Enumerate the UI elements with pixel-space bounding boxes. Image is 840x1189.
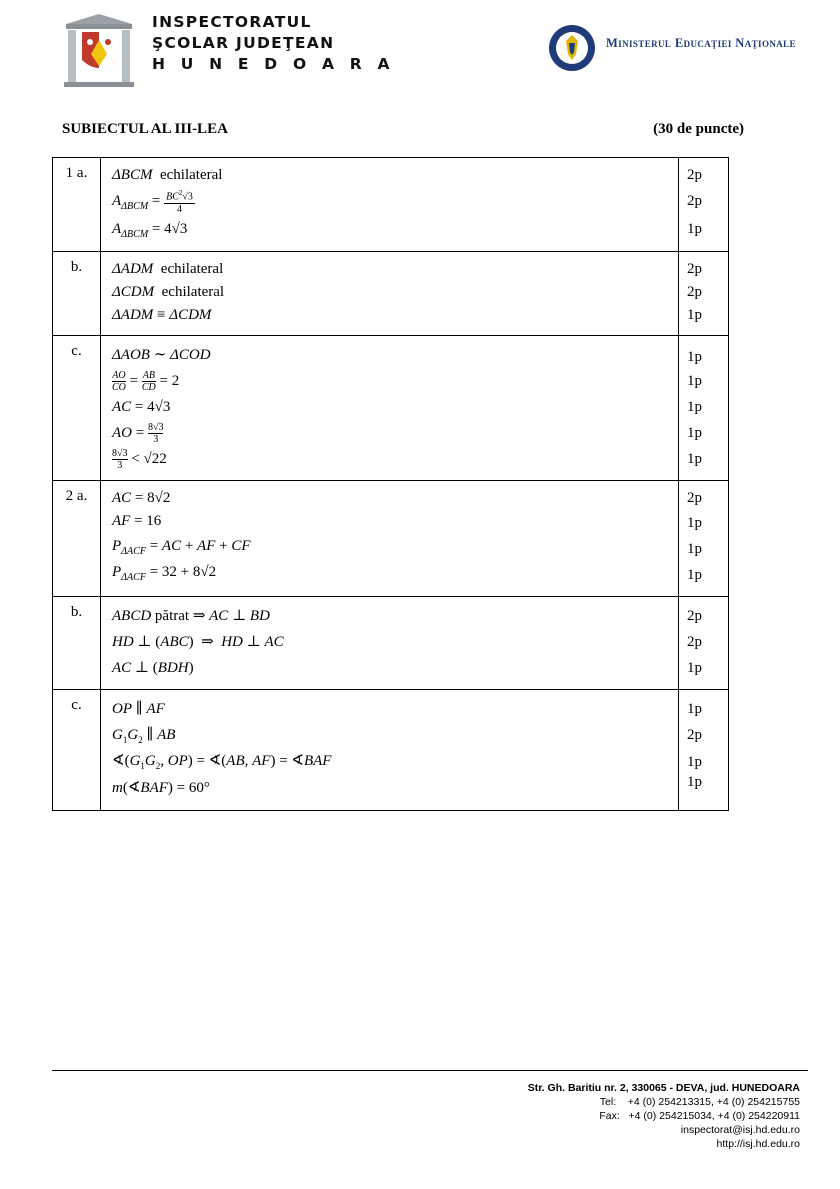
solution-line: $A_{\Delta BCM} = 4√3$ <box>112 221 188 240</box>
points-value: 2p <box>687 490 702 506</box>
points-value: 1p <box>687 541 702 557</box>
points-value: 1p <box>687 660 702 676</box>
table-row <box>53 481 729 597</box>
solution-line: ΔAOB ∼ ΔCOD <box>112 347 211 363</box>
points-value: 1p <box>687 425 702 441</box>
item-label: c. <box>53 336 101 481</box>
footer-address: Str. Gh. Baritiu nr. 2, 330065 - DEVA, jud. HUNEDOARA <box>527 1082 800 1094</box>
solution-line: AC = 8√2 <box>112 490 171 506</box>
table-row <box>53 158 729 252</box>
solution-line: $∢(G_1G_2$, OP) = ∢(AB, AF) = ∢BAF <box>112 753 332 771</box>
solution-line: AF = 16 <box>112 513 162 529</box>
item-label: 2 a. <box>53 481 101 597</box>
solution-line: ΔCDM echilateral <box>112 284 225 300</box>
solution-line: ΔADM ≡ ΔCDM <box>112 307 212 323</box>
isj-logo <box>60 10 138 88</box>
table-row <box>53 690 729 811</box>
item-label: 1 a. <box>53 158 101 252</box>
item-label: b. <box>53 252 101 336</box>
points-value: 1p <box>687 567 702 583</box>
solution-cell <box>101 690 679 811</box>
footer-contact <box>528 1081 800 1151</box>
points-value: 1p <box>687 451 702 467</box>
points-value: 1p <box>687 515 702 531</box>
solution-line: ABCD pătrat ⇒ AC ⊥ BD <box>112 608 270 624</box>
points-value: 1p <box>687 221 702 237</box>
points-value: 1p <box>687 701 702 717</box>
points-value: 2p <box>687 727 702 743</box>
points-value: 2p <box>687 261 702 277</box>
table-row <box>53 336 729 481</box>
footer-tel: Tel: +4 (0) 254213315, +4 (0) 254215755 <box>599 1096 800 1108</box>
points-cell <box>679 690 729 811</box>
footer-divider <box>52 1070 808 1071</box>
points-value: 1p <box>687 754 702 770</box>
solution-line: HD ⊥ (ABC) ⇒ HD ⊥ AC <box>112 634 284 650</box>
points-cell <box>679 481 729 597</box>
grading-table <box>52 157 729 811</box>
item-label: c. <box>53 690 101 811</box>
points-cell <box>679 597 729 690</box>
points-cell <box>679 158 729 252</box>
solution-cell <box>101 252 679 336</box>
solution-line: ΔBCM echilateral <box>112 167 223 183</box>
subject-title: SUBIECTUL AL III-LEA <box>62 121 228 137</box>
points-cell <box>679 252 729 336</box>
points-value: 2p <box>687 608 702 624</box>
solution-line: OP ∥ AF <box>112 701 165 717</box>
item-label: b. <box>53 597 101 690</box>
points-value: 1p <box>687 349 702 365</box>
points-value: 2p <box>687 167 702 183</box>
table-row <box>53 597 729 690</box>
solution-cell <box>101 158 679 252</box>
solution-line: AC ⊥ (BDH) <box>112 660 194 676</box>
points-value: 1p <box>687 307 702 323</box>
institution-title <box>152 12 395 75</box>
ministry-title: Ministerul Educaţiei Naţionale <box>606 36 796 50</box>
solution-cell <box>101 481 679 597</box>
solution-line: $P_{\Delta ACF} = 32 + 8√2$ <box>112 564 217 583</box>
institution-line-1: INSPECTORATUL <box>152 13 312 31</box>
solution-line: $\frac{AO}{CO}$ = $\frac{AB}{CD}$ = 2 <box>112 370 180 394</box>
solution-line: ΔADM echilateral <box>112 261 224 277</box>
ministry-seal-icon <box>548 24 596 72</box>
points-value: 1p <box>687 373 702 389</box>
footer-email[interactable]: inspectorat@isj.hd.edu.ro <box>680 1124 800 1136</box>
points-value: 1p <box>687 399 702 415</box>
institution-line-3: H U N E D O A R A <box>152 55 395 73</box>
footer-website[interactable]: http://isj.hd.edu.ro <box>716 1138 800 1150</box>
points-cell <box>679 336 729 481</box>
solution-line: m(∢BAF) = 60° <box>112 780 210 796</box>
solution-line: $A_{\Delta BCM}$ = $\frac{BC^2√3}{4}$ <box>112 189 193 215</box>
subject-points: (30 de puncte) <box>653 121 744 137</box>
table-row <box>53 252 729 336</box>
solution-cell <box>101 597 679 690</box>
points-value: 2p <box>687 193 702 209</box>
points-value: 2p <box>687 284 702 300</box>
points-value: 2p <box>687 634 702 650</box>
solution-line: $P_{\Delta ACF}$ = AC + AF + CF <box>112 538 251 557</box>
institution-line-2: ŞCOLAR JUDEŢEAN <box>152 34 335 52</box>
solution-line: AO = $\frac{8√3}{3}$ <box>112 422 164 446</box>
solution-line: AC = 4√3 <box>112 399 171 415</box>
solution-line: $G_1G_2$ ∥ AB <box>112 727 176 745</box>
solution-line: $\frac{8√3}{3}$ < √22 <box>112 448 167 472</box>
footer-fax: Fax: +4 (0) 254215034, +4 (0) 254220911 <box>599 1110 800 1122</box>
solution-cell <box>101 336 679 481</box>
points-value: 1p <box>687 774 702 790</box>
